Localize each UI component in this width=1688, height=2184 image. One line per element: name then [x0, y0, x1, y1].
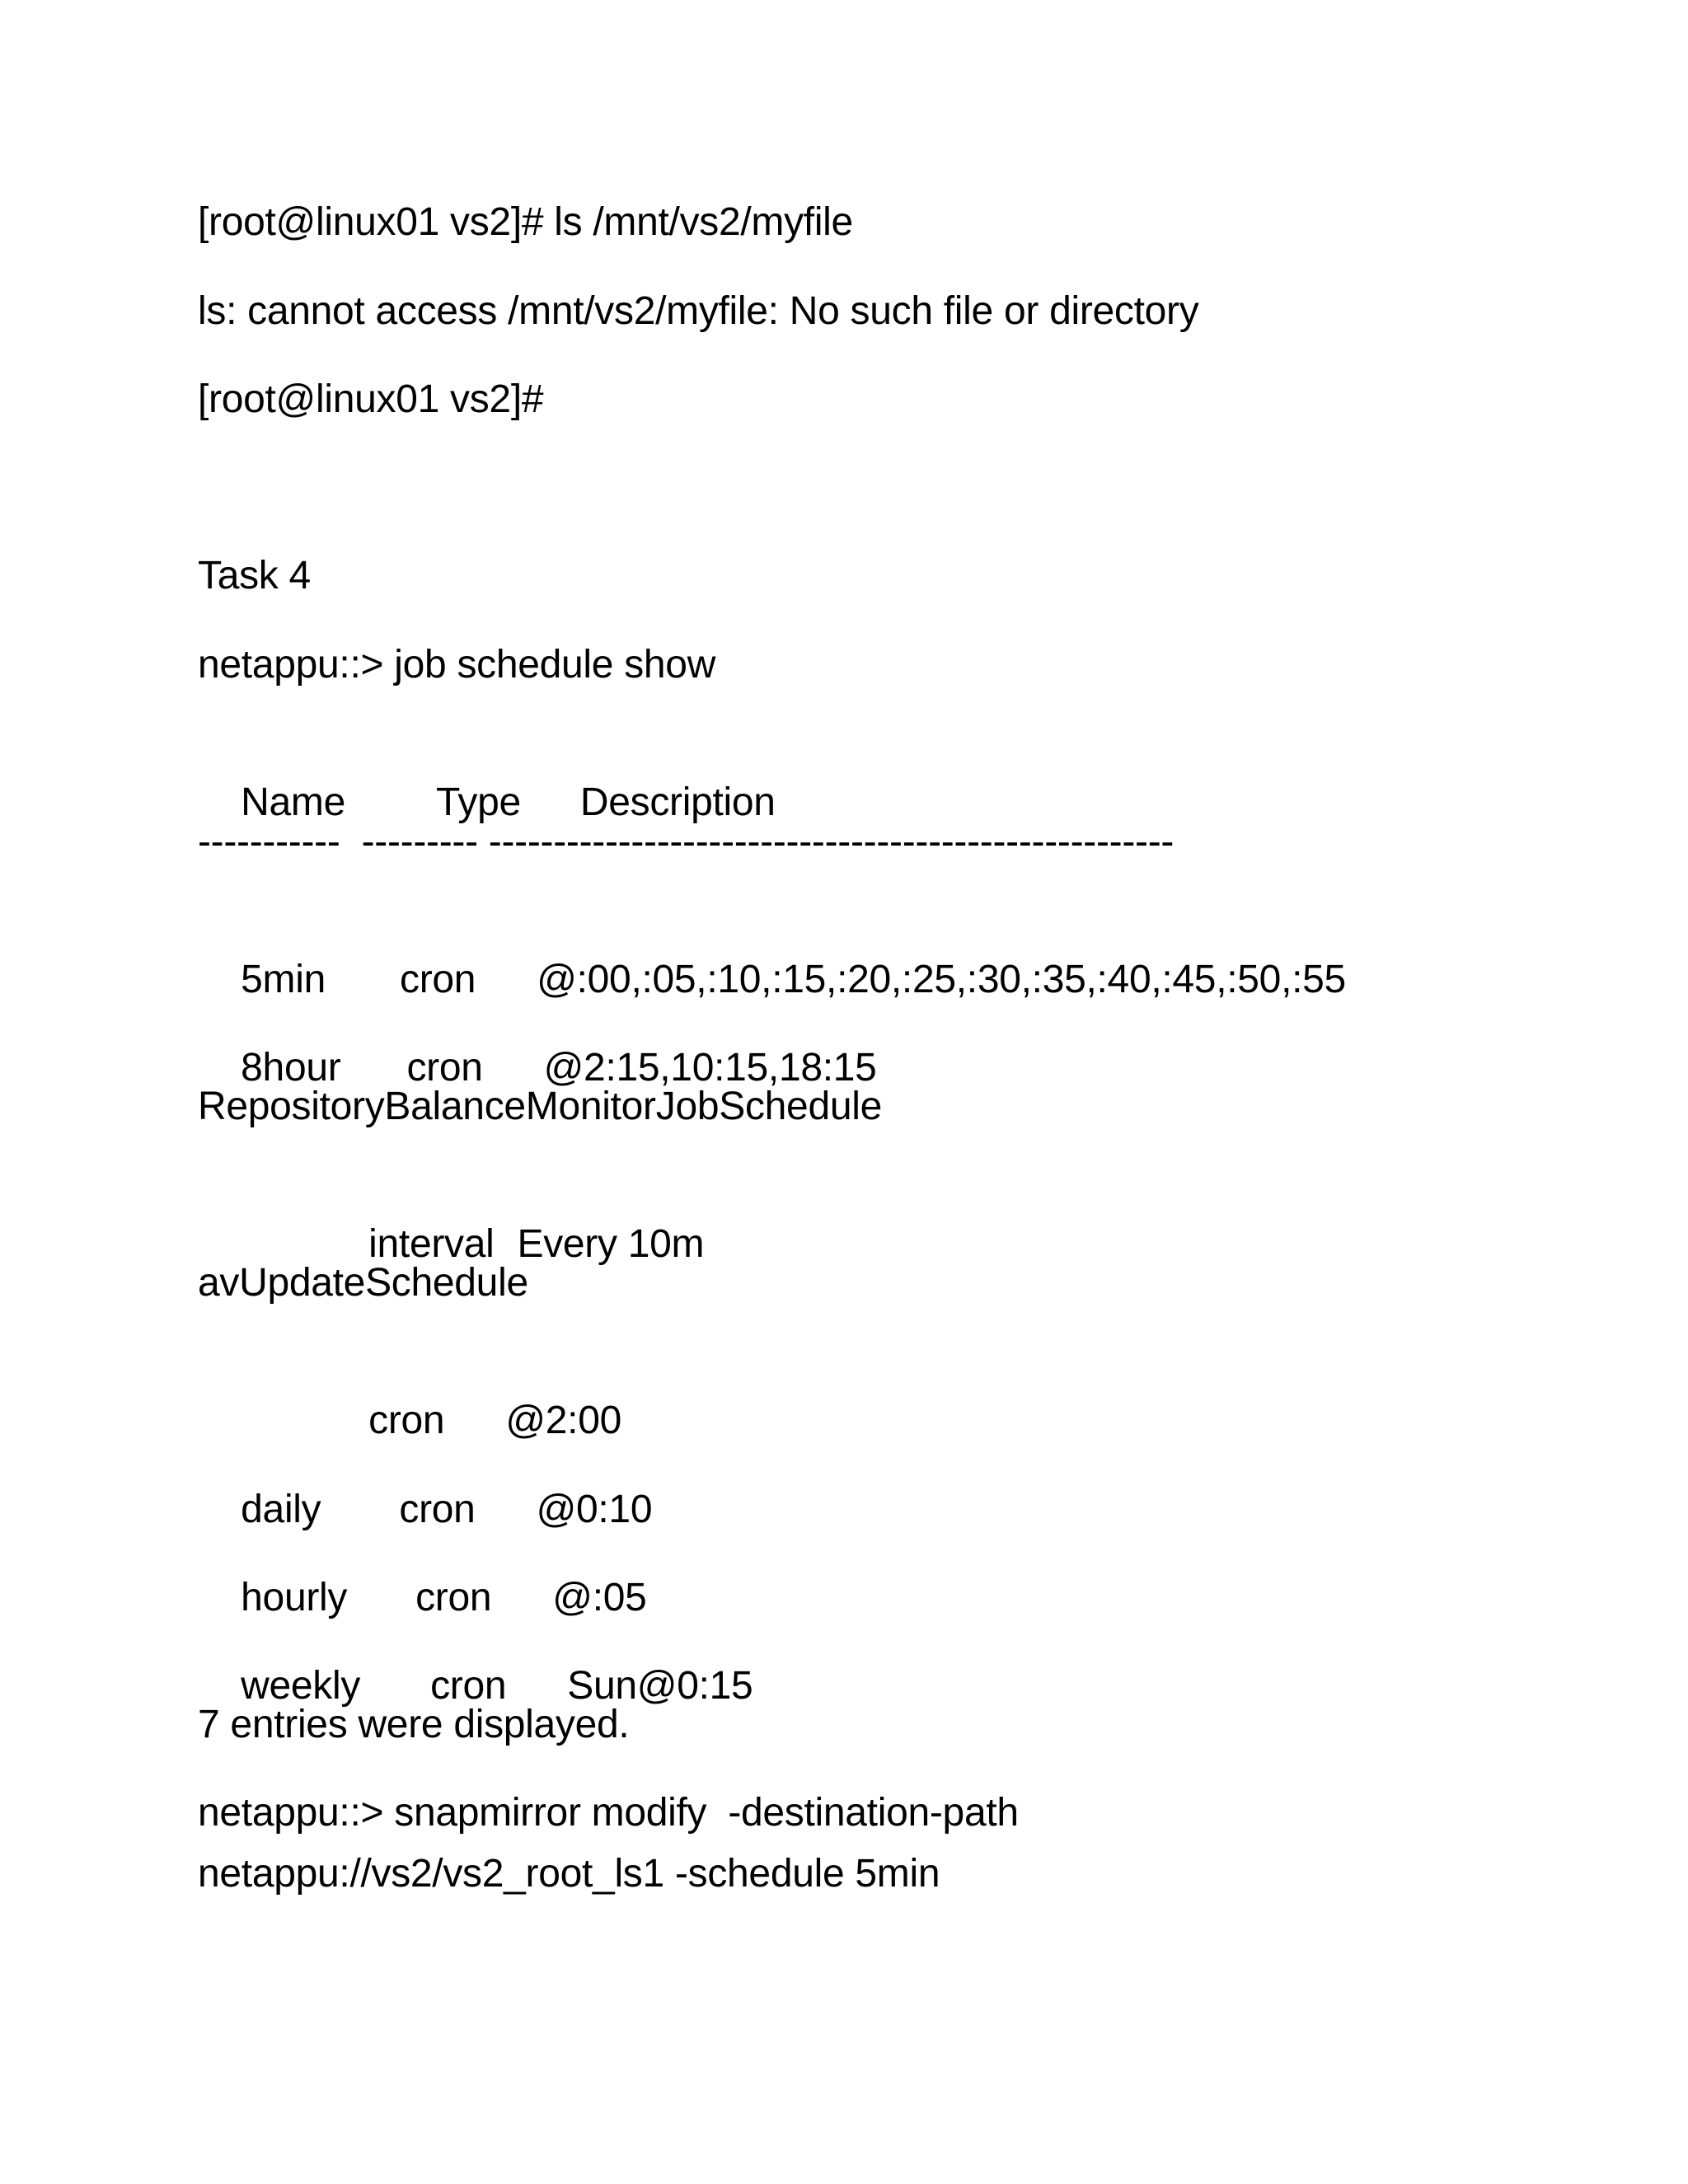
shell-command-ls: [root@linux01 vs2]# ls /mnt/vs2/myfile [198, 200, 853, 244]
row-name: daily [241, 1488, 321, 1531]
row-name: hourly [241, 1576, 348, 1619]
task-heading: Task 4 [198, 554, 311, 598]
row-description: @:05 [552, 1576, 647, 1619]
row-name: 5min [241, 958, 326, 1001]
row-type: cron [415, 1576, 492, 1619]
table-separator: ----------- --------- ----------------------------------------------------- [198, 820, 1175, 864]
header-type: Type [436, 780, 521, 824]
shell-error-output: ls: cannot access /mnt/vs2/myfile: No such file or directory [198, 289, 1199, 333]
schedule-row-name: avUpdateSchedule [198, 1261, 528, 1305]
row-description: @0:10 [536, 1488, 653, 1531]
row-type: cron [400, 958, 476, 1001]
header-description: Description [579, 780, 776, 824]
row-description: @2:00 [505, 1399, 621, 1442]
row-description: @:00,:05,:10,:15,:20,:25,:30,:35,:40,:45,:50,:55 [537, 958, 1346, 1001]
row-description: Sun@0:15 [567, 1664, 753, 1708]
header-name: Name [241, 780, 345, 824]
cli-command-job-schedule-show: netappu::> job schedule show [198, 643, 716, 687]
row-type: cron [430, 1664, 507, 1708]
cli-command-snapmirror-line2: netappu://vs2/vs2_root_ls1 -schedule 5min [198, 1852, 940, 1896]
row-name: weekly [241, 1664, 361, 1708]
cli-command-snapmirror-line1: netappu::> snapmirror modify -destination-path [198, 1791, 1019, 1835]
row-description: @2:15,10:15,18:15 [543, 1046, 877, 1090]
row-type: interval [368, 1222, 495, 1266]
row-type: cron [399, 1488, 476, 1531]
entries-count: 7 entries were displayed. [198, 1703, 630, 1746]
row-name: 8hour [241, 1046, 341, 1090]
shell-prompt: [root@linux01 vs2]# [198, 377, 544, 421]
row-type: cron [368, 1399, 445, 1442]
row-description: Every 10m [517, 1222, 705, 1266]
row-type: cron [406, 1046, 483, 1090]
schedule-row-name: RepositoryBalanceMonitorJobSchedule [198, 1085, 882, 1128]
